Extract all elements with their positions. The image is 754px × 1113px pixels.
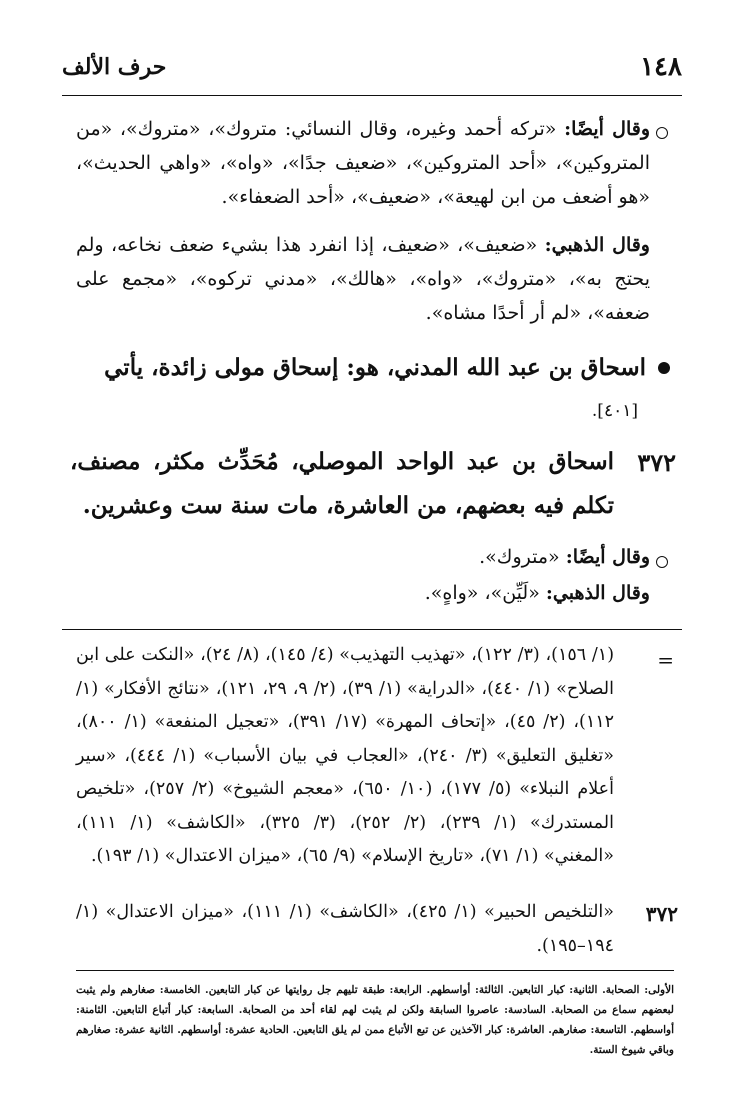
dhahabi-comments-1 <box>76 228 650 330</box>
continuation-marker: = <box>657 648 674 672</box>
cross-reference-number: [٤٠١]. <box>591 401 638 421</box>
page-header <box>62 52 682 88</box>
bullet-dot <box>658 362 670 374</box>
footnote-continued: (١/ ١٥٦)، (٣/ ١٢٢)، «تهذيب التهذيب» (٤/ ١٤٥)، (٨/ ٢٤)، «النكت على ابن الصلاح» (١/ ٤٤٠)، «الدراية» (١/ ٣٩)، (٢/ ٩، ٢٩، ١٢١)، «نتائج الأفكار» (١/ ١١٢)، (٢/ ٤٥)، «إتحاف المهرة» (١٧/ ٣٩١)، «تعجيل المنفعة» (١/ ٨٠٠)، «تغليق التعليق» (٣/ ٢٤٠)، «العجاب في بيان الأسباب» (١/ ٤٤٤)، «سير أعلام النبلاء» (٥/ ١٧٧)، (١٠/ ٦٥٠)، «معجم الشيوخ» (٢/ ٢٥٧)، «تلخيص المستدرك» (١/ ٢٣٩)، (٢/ ٢٥٢)، (٣/ ٣٢٥)، «الكاشف» (١/ ١١١)، «المغني» (١/ ٧١)، «تاريخ الإسلام» (٩/ ٦٥)، «ميزان الاعتدال» (١/ ١٩٣). <box>76 645 615 866</box>
circle-marker-1 <box>656 127 668 139</box>
tabaqat-legend: الأولى: الصحابة. الثانية: كبار التابعين. الثالثة: أواسطهم. الرابعة: طبقة تليهم جل روايتها عن كبار التابعين. الخامسة: صغارهم ولم يثبت لبعضهم سماع من الصحابة. السادسة: عاصروا السابقة ولكن لم يثبت لهم لقاء أحد من الصحابة. السابعة: كبار أتباع التابعين. الثامنة: أواسطهم. التاسعة: صغارهم. العاشرة: كبار الآخذين عن تبع الأتباع ممن لم يلق التابعين. الحادية عشرة: أواسطهم. الثانية عشرة: صغارهم وباقي شيوخ الستة. <box>76 984 674 1056</box>
footnote-number: ٣٧٢ <box>645 902 678 926</box>
label-qala-aydan: وقال أيضًا: <box>564 118 651 140</box>
page-number: ١٤٨ <box>640 52 682 82</box>
quote-list-3: «متروك». <box>479 546 566 568</box>
quote-list-4: «لَيِّن»، «واهٍ». <box>424 582 546 604</box>
label-qala-aydan-2: وقال أيضًا: <box>565 546 650 568</box>
quote-list-1: «تركه أحمد وغيره، وقال النسائي: متروك»، «متروك»، «من المتروكين»، «أحد المتروكين»، «ضعيف جدًا»، «واه»، «واهي الحديث»، «هو أضعف من ابن لهيعة»، «ضعيف»، «أحد الضعفاء». <box>76 118 650 208</box>
quote-list-2: «ضعيف»، «ضعيف، إذا انفرد هذا بشيء ضعف نخاعه، ولم يحتج به»، «متروك»، «واه»، «هالك»، «مدني تركوه»، «مجمع على ضعفه»، «لم أر أحدًا مشاه». <box>76 234 650 324</box>
dhahabi-comments-2 <box>200 576 650 610</box>
footnote-372: «التلخيص الحبير» (١/ ٤٢٥)، «الكاشف» (١/ ١١١)، «ميزان الاعتدال» (١/ ١٩٤–١٩٥). <box>76 902 615 956</box>
header-rule <box>62 95 682 96</box>
entry-number: ٣٧٢ <box>637 448 676 477</box>
circle-marker-2 <box>656 556 668 568</box>
cross-reference-entry: اسحاق بن عبد الله المدني، هو: إسحاق مولى زائدة، يأتي <box>104 354 646 381</box>
label-qala-dhahabi: وقال الذهبي: <box>544 234 650 256</box>
running-title: حرف الألف <box>62 54 167 80</box>
bottom-rule <box>76 970 674 971</box>
narrator-entry-heading: اسحاق بن عبد الواحد الموصلي، مُحَدِّث مكثر، مصنف، تكلم فيه بعضهم، من العاشرة، مات سنة ست وعشرين. <box>70 448 614 519</box>
narrator-comments-2 <box>200 540 650 574</box>
label-qala-dhahabi-2: وقال الذهبي: <box>545 582 650 604</box>
narrator-comments-1 <box>76 112 650 214</box>
footnote-rule <box>62 629 682 630</box>
